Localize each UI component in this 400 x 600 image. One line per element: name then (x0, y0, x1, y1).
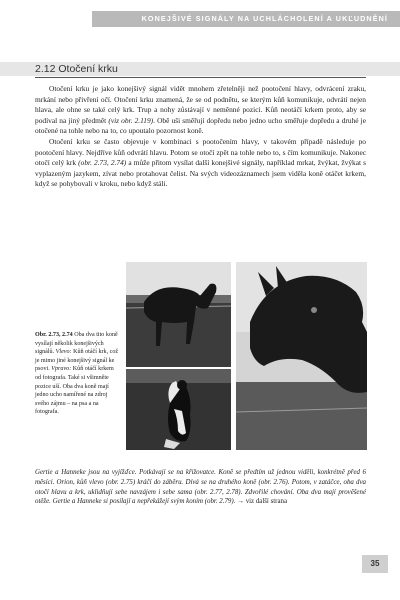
photo-horse-closeup (236, 262, 367, 450)
caption-text-c: Kůň otáčí krkem od fotografa. Také si všimněte pozice uší. Oba dva koně mají jedno ucho namířené na zdroj svého zájmu – na psa a na fotografa. (35, 366, 114, 416)
caption-text-b: Kůň otáčí krk, což je mimo jiné konejšivý signál ke psovi. (35, 349, 119, 373)
body-text (35, 84, 366, 190)
page-number: 35 (362, 555, 388, 573)
p1-text-a: Otočení krku je jako konejšivý signál vidět mnohem zřetelněji než pootočení hlavy, odvrácení zraku, mrkání nebo přivření očí. Otočení krku znamená, že se od podnětu, se kterým kůň komunikuje, odvrátí nejen hlava, ale ohne se také celý krk. Trup a nohy zůstávají v neměnné pozici. Kůň neotáčí krkem proto, aby se podíval na jiný předmět (35, 84, 366, 125)
figure-caption-side (35, 331, 121, 417)
photo-dog (126, 369, 231, 450)
p2-text-b: a může přitom vysílat další konejšivé signály, například mrkat, žvýkat, žvýkat s vyplazeným jazykem, zívat nebo protahovat čelist. Na svých videozáznamech jsem viděla koně otáčet krkem, když se pohybovali v kroku, nebo když stáli. (35, 158, 366, 189)
caption-right-label: Vpravo: (51, 366, 72, 373)
section-rule (35, 77, 366, 78)
p1-figure-ref: (viz obr. 2.119) (108, 115, 154, 125)
caption-label: Obr. 2.73, 2.74 (35, 332, 73, 338)
paragraph-2 (35, 137, 366, 190)
p2-figure-ref: (obr. 2.73, 2.74) (78, 158, 127, 168)
caption-text-a: Oba dva tito koně vysílají několik konejšivých signálů. (35, 332, 118, 356)
photo-horse-paddock (126, 262, 231, 367)
running-header: KONEJŠIVÉ SIGNÁLY NA UCHLÁCHOLENÍ A UKĽUDNĚNÍ (92, 11, 400, 27)
p1-text-b: . Obě uši směřují dopředu nebo jedno ucho směřuje dopředu a druhé je otočené na tohle nebo na to, co upoutalo pozornost koně. (35, 115, 366, 136)
section-title: 2.12 Otočení krku (35, 63, 118, 75)
caption-left-label: Vlevo: (55, 349, 72, 356)
p2-text-a: Otočení krku se často objevuje v kombinaci s pootočením hlavy, v takovém případě následuje po pootočení hlavy. Nejdříve kůň odvrátí hlavu. Potom se otočí zpět na tohle nebo to, s čím komunikuje. Nakonec otočí celý krk (35, 136, 366, 168)
caption-bottom-text: Gertie a Hanneke jsou na vyjížďce. Potkávají se na křižovatce. Koně se předtím už jednou viděli, konkrétně před 6 měsíci. Orion, kůň vlevo (obr. 2.75) kráčí do záběru. Dívá se na druhého koně (obr. 2.76). Potom, v zatáčce, oba dva otočí hlavu a krk, uklidňují sebe navzájem i sebe sama (obr. 2.77, 2.78). Zdvořilé chování. Oba dva mají prověšené otěže. Gertie a Hanneke si posílají a nepřekážejí svým koním (obr. 2.79). (35, 469, 366, 506)
figure-caption-bottom (35, 468, 366, 507)
paragraph-1 (35, 84, 366, 137)
next-page-reference: → viz další strana (235, 498, 288, 506)
